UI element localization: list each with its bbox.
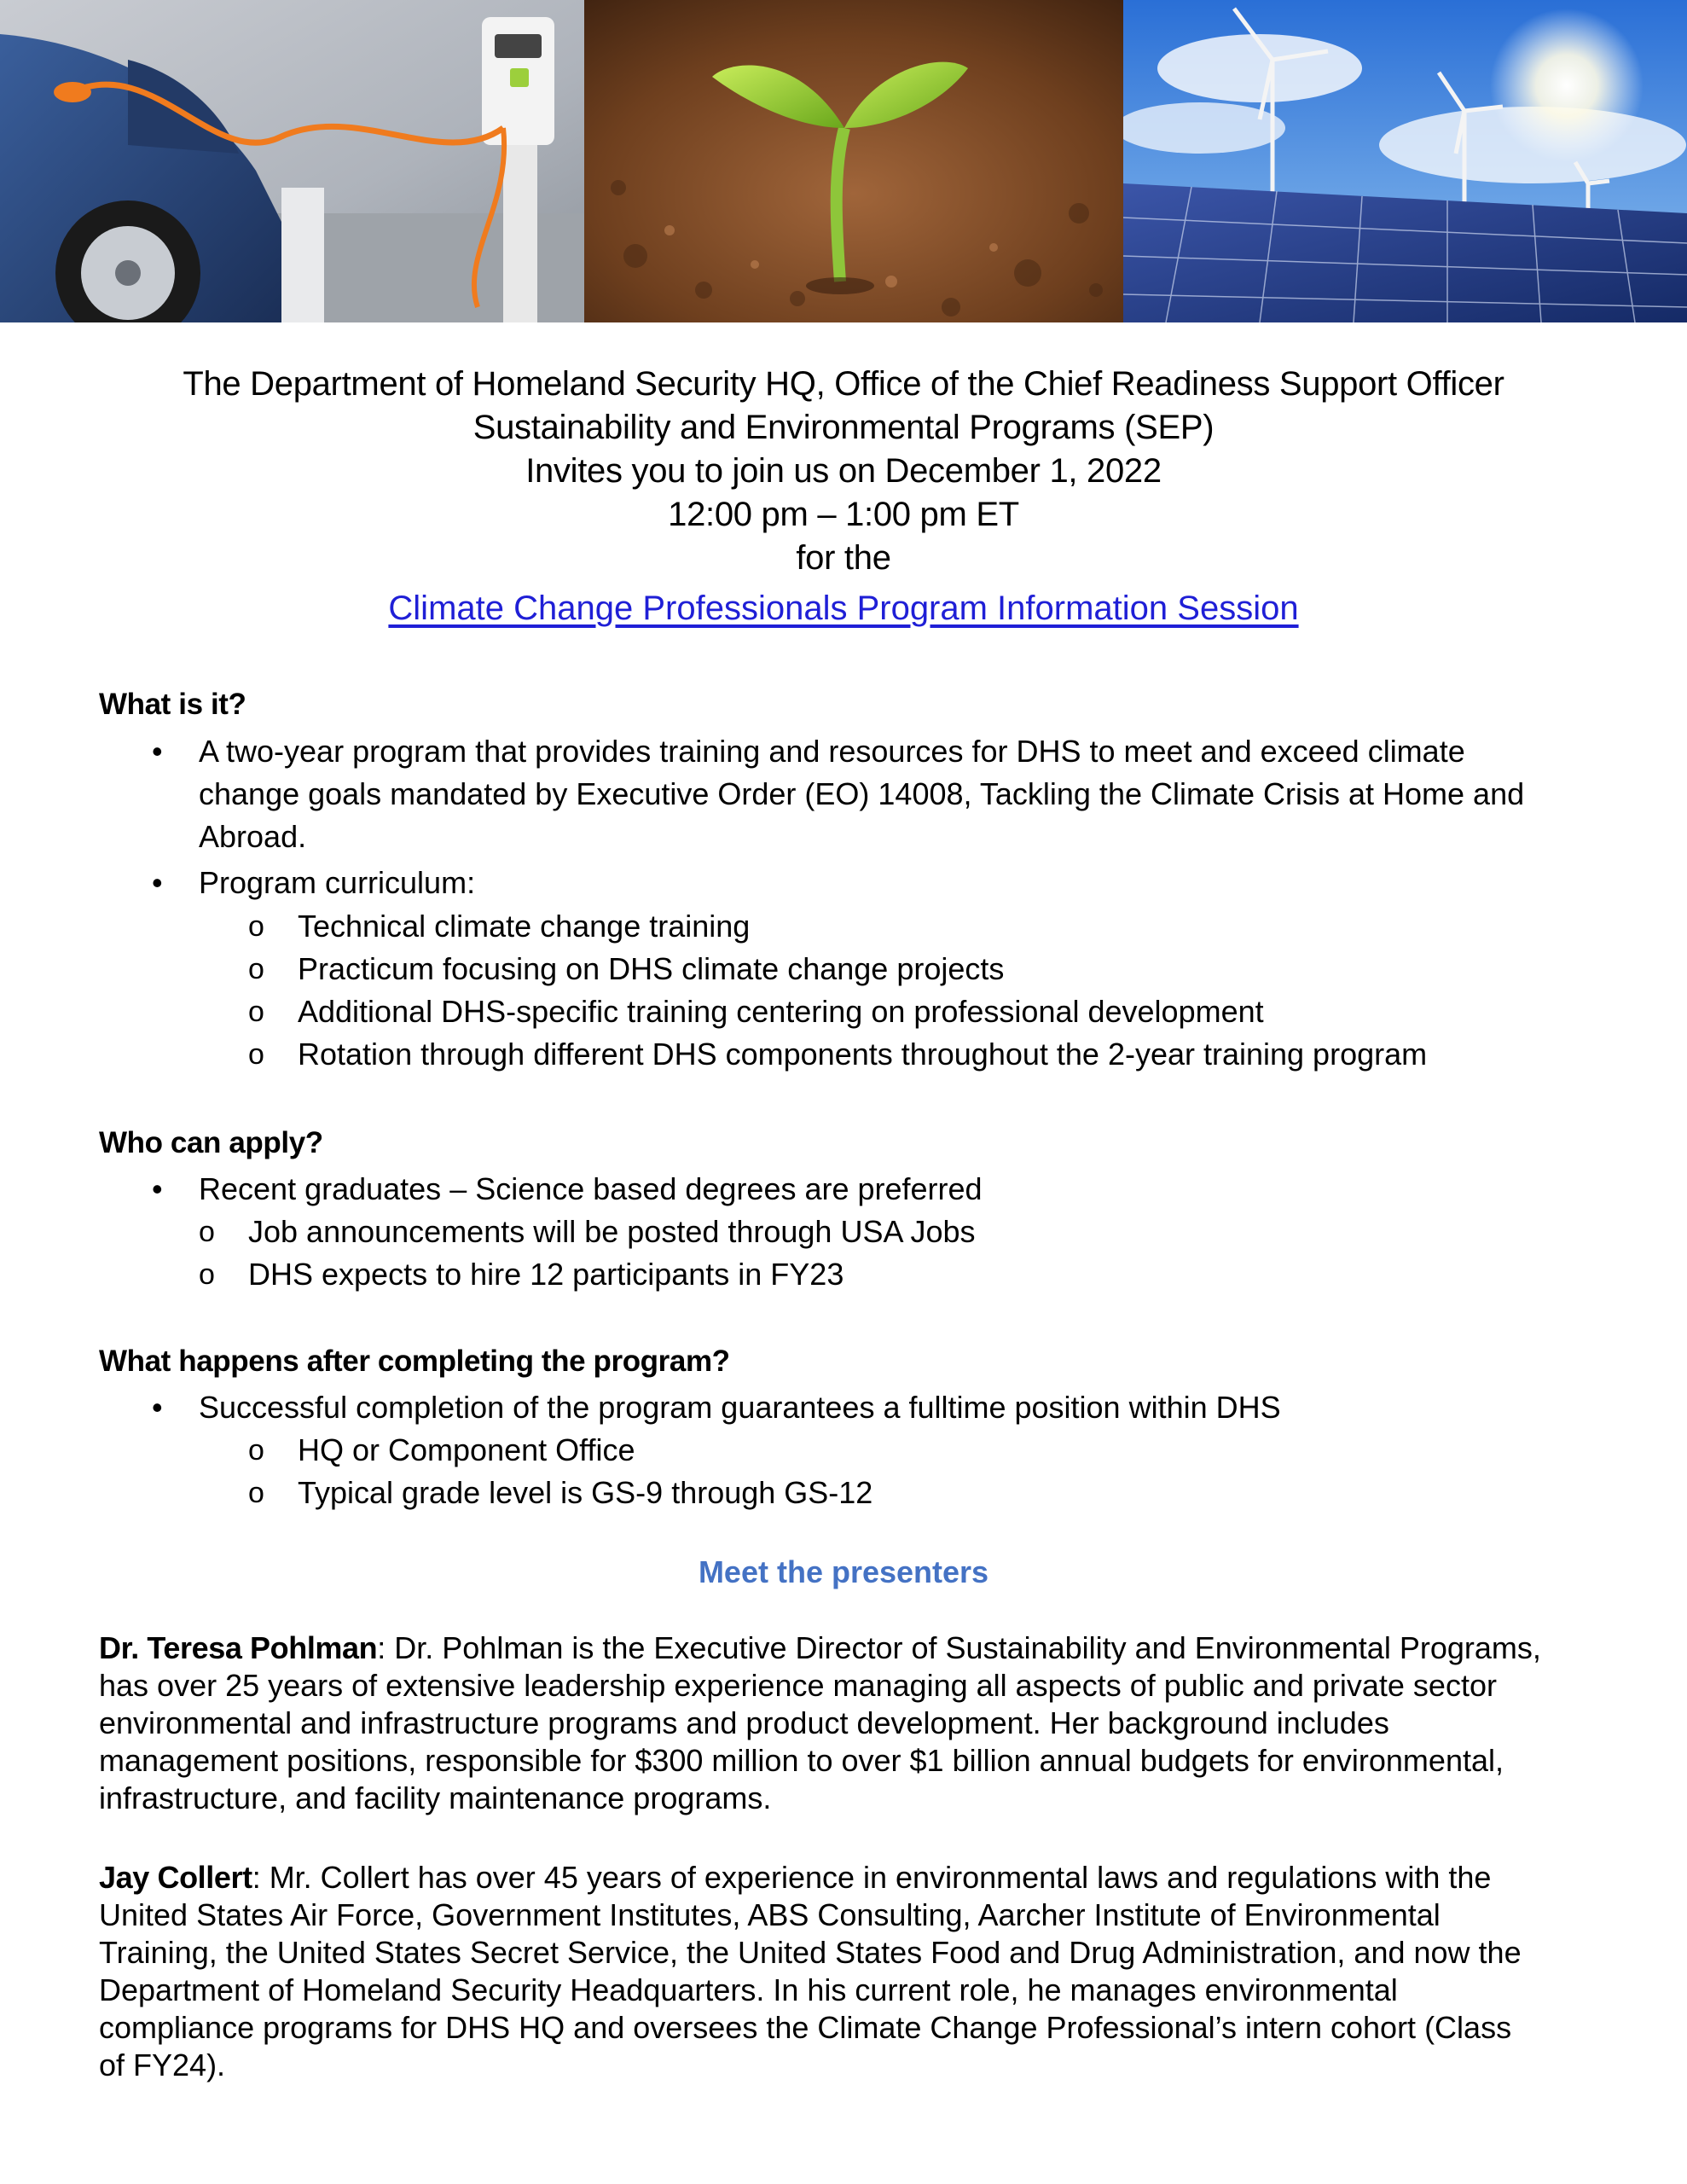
header-program: Sustainability and Environmental Programs (SEP) — [472, 409, 1215, 446]
sub-bullet-icon: o — [248, 953, 264, 985]
sub-bullet-text: Typical grade level is GS-9 through GS-12 — [298, 1475, 873, 1510]
section-heading-after-program: What happens after completing the program? — [99, 1345, 730, 1378]
bio-line: compliance programs for DHS HQ and oversees the Climate Change Professional’s intern cohort (Class — [99, 2010, 1512, 2045]
bio-line: United States Air Force, Government Institutes, ABS Consulting, Aarcher Institute of Environmental — [99, 1897, 1441, 1932]
electric-car-charging-photo — [0, 0, 584, 322]
bullet-text: Abroad. — [199, 819, 307, 854]
header-for-the: for the — [796, 539, 891, 577]
sub-bullet-text: Job announcements will be posted through USA Jobs — [248, 1214, 976, 1249]
bio-line: Training, the United States Secret Service, the United States Food and Drug Administration, and now the — [99, 1935, 1522, 1970]
sub-bullet-text: Additional DHS-specific training centering on professional development — [298, 994, 1264, 1029]
solar-panels-wind-turbines-photo — [1123, 0, 1687, 322]
sub-bullet-icon: o — [248, 996, 264, 1028]
presenters-heading: Meet the presenters — [698, 1554, 989, 1589]
sub-bullet-icon: o — [199, 1258, 215, 1291]
bio-line: environmental and infrastructure programs and product development. Her background includes — [99, 1705, 1389, 1740]
header-organization: The Department of Homeland Security HQ, Office of the Chief Readiness Support Officer — [183, 365, 1504, 403]
sub-bullet-icon: o — [248, 910, 264, 943]
event-header — [0, 363, 1687, 630]
bullet-icon: • — [152, 865, 163, 900]
sub-bullet-text: Practicum focusing on DHS climate change projects — [298, 951, 1005, 986]
header-invitation-date: Invites you to join us on December 1, 2022 — [525, 452, 1162, 490]
bullet-text: change goals mandated by Executive Order (EO) 14008, Tackling the Climate Crisis at Home and — [199, 776, 1525, 811]
presenter-name: Jay Collert — [99, 1860, 252, 1895]
banner — [0, 0, 1687, 322]
bullet-text: Successful completion of the program guarantees a fulltime position within DHS — [199, 1390, 1281, 1425]
bio-line: has over 25 years of extensive leadership experience managing all aspects of public and private sector — [99, 1668, 1497, 1703]
sub-bullet-icon: o — [248, 1477, 264, 1509]
bio-line: Department of Homeland Security Headquarters. In his current role, he manages environmental — [99, 1972, 1398, 2007]
sub-bullet-text: Rotation through different DHS components throughout the 2-year training program — [298, 1037, 1428, 1072]
bullet-text: Program curriculum: — [199, 865, 476, 900]
bullet-icon: • — [152, 1390, 163, 1425]
presenter-bio-pohlman — [99, 1629, 1600, 1817]
bullet-text: Recent graduates – Science based degrees are preferred — [199, 1171, 983, 1206]
bullet-text: A two-year program that provides training and resources for DHS to meet and exceed climate — [199, 734, 1465, 769]
section-heading-what-is-it: What is it? — [99, 688, 246, 721]
bio-line: of FY24). — [99, 2048, 226, 2082]
bio-line: management positions, responsible for $300 million to over $1 billion annual budgets for environmental, — [99, 1743, 1504, 1778]
sub-bullet-text: Technical climate change training — [298, 909, 751, 944]
section-heading-who-can-apply: Who can apply? — [99, 1126, 323, 1159]
bullet-icon: • — [152, 734, 163, 769]
bullet-icon: • — [152, 1171, 163, 1206]
sub-bullet-icon: o — [199, 1216, 215, 1248]
session-link[interactable]: Climate Change Professionals Program Information Session — [388, 590, 1299, 627]
sub-bullet-text: DHS expects to hire 12 participants in FY23 — [248, 1257, 844, 1292]
presenter-name: Dr. Teresa Pohlman — [99, 1630, 378, 1665]
seedling-photo — [584, 0, 1123, 322]
bio-line: infrastructure, and facility maintenance programs. — [99, 1780, 772, 1815]
presenter-bio-collert — [99, 1859, 1600, 2084]
bio-line: : Dr. Pohlman is the Executive Director of Sustainability and Environmental Programs, — [377, 1630, 1541, 1665]
header-time: 12:00 pm – 1:00 pm ET — [668, 496, 1019, 533]
sub-bullet-icon: o — [248, 1038, 264, 1071]
sub-bullet-icon: o — [248, 1434, 264, 1467]
bio-line: : Mr. Collert has over 45 years of experience in environmental laws and regulations with the — [252, 1860, 1492, 1895]
sub-bullet-text: HQ or Component Office — [298, 1432, 635, 1467]
